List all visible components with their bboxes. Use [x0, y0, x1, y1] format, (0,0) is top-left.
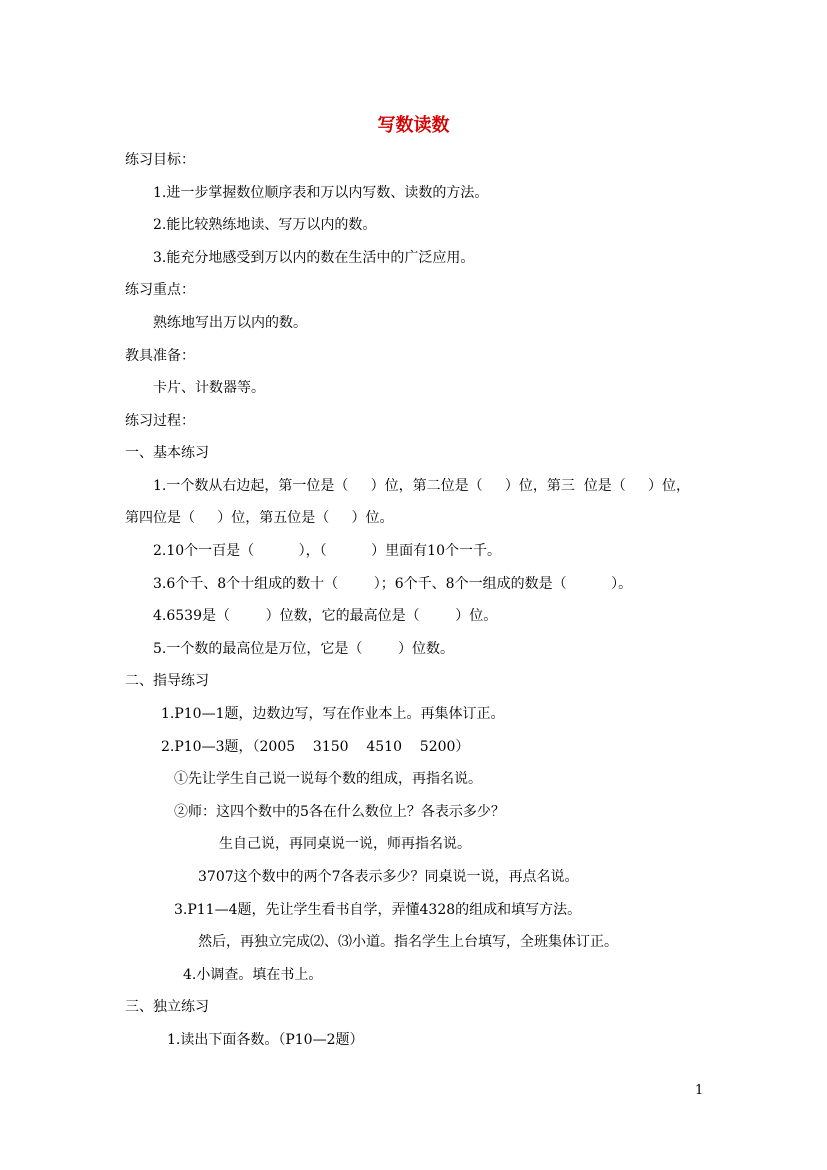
- paragraph-line: 1.读出下面各数。（P10—2题）: [167, 1032, 364, 1048]
- paragraph-line: 熟练地写出万以内的数。: [153, 315, 307, 331]
- section-heading: 教具准备：: [125, 348, 195, 364]
- paragraph-line: 1.进一步掌握数位顺序表和万以内写数、读数的方法。: [153, 185, 489, 201]
- paragraph-line: 1.一个数从右边起，第一位是（ ）位，第二位是（ ）位，第三 位是（ ）位，: [153, 478, 691, 494]
- paragraph-line: 3707这个数中的两个7各表示多少？同桌说一说，再点名说。: [198, 869, 579, 885]
- paragraph-line: 卡片、计数器等。: [153, 380, 265, 396]
- paragraph-line: 3.6个千、8个十组成的数十（ ）；6个千、8个一组成的数是（ ）。: [153, 576, 633, 592]
- paragraph-line: 生自己说，再同桌说一说，师再指名说。: [219, 836, 471, 852]
- paragraph-line: ①先让学生自己说一说每个数的组成，再指名说。: [174, 771, 482, 787]
- paragraph-line: 第四位是（ ）位，第五位是（ ）位。: [125, 510, 394, 526]
- section-heading: 练习过程：: [125, 413, 195, 429]
- paragraph-line: ②师：这四个数中的5各在什么数位上？各表示多少？: [174, 804, 505, 820]
- section-heading: 练习目标：: [125, 152, 195, 168]
- section-heading: 练习重点：: [125, 282, 195, 298]
- paragraph-line: 4.小调查。填在书上。: [183, 967, 323, 983]
- paragraph-line: 然后，再独立完成⑵、⑶小道。指名学生上台填写，全班集体订正。: [198, 934, 618, 950]
- paragraph-line: 1.P10—1题，边数边写，写在作业本上。再集体订正。: [161, 706, 505, 722]
- section-heading: 一、基本练习: [125, 445, 209, 461]
- paragraph-line: 2.能比较熟练地读、写万以内的数。: [153, 217, 377, 233]
- section-heading: 三、独立练习: [125, 999, 209, 1015]
- paragraph-line: 3.P11—4题，先让学生看书自学，弄懂4328的组成和填写方法。: [174, 902, 582, 918]
- page-number: 1: [695, 1083, 704, 1098]
- paragraph-line: 4.6539是（ ）位数，它的最高位是（ ）位。: [153, 608, 498, 624]
- paragraph-line: 2.10个一百是（ ），（ ）里面有10个一千。: [153, 543, 501, 559]
- paragraph-line: 3.能充分地感受到万以内的数在生活中的广泛应用。: [153, 250, 475, 266]
- paragraph-line: 2.P10—3题，（2005 3150 4510 5200）: [161, 739, 470, 755]
- paragraph-line: 5.一个数的最高位是万位，它是（ ）位数。: [153, 641, 454, 657]
- document-title: 写数读数: [377, 115, 450, 136]
- section-heading: 二、指导练习: [125, 673, 209, 689]
